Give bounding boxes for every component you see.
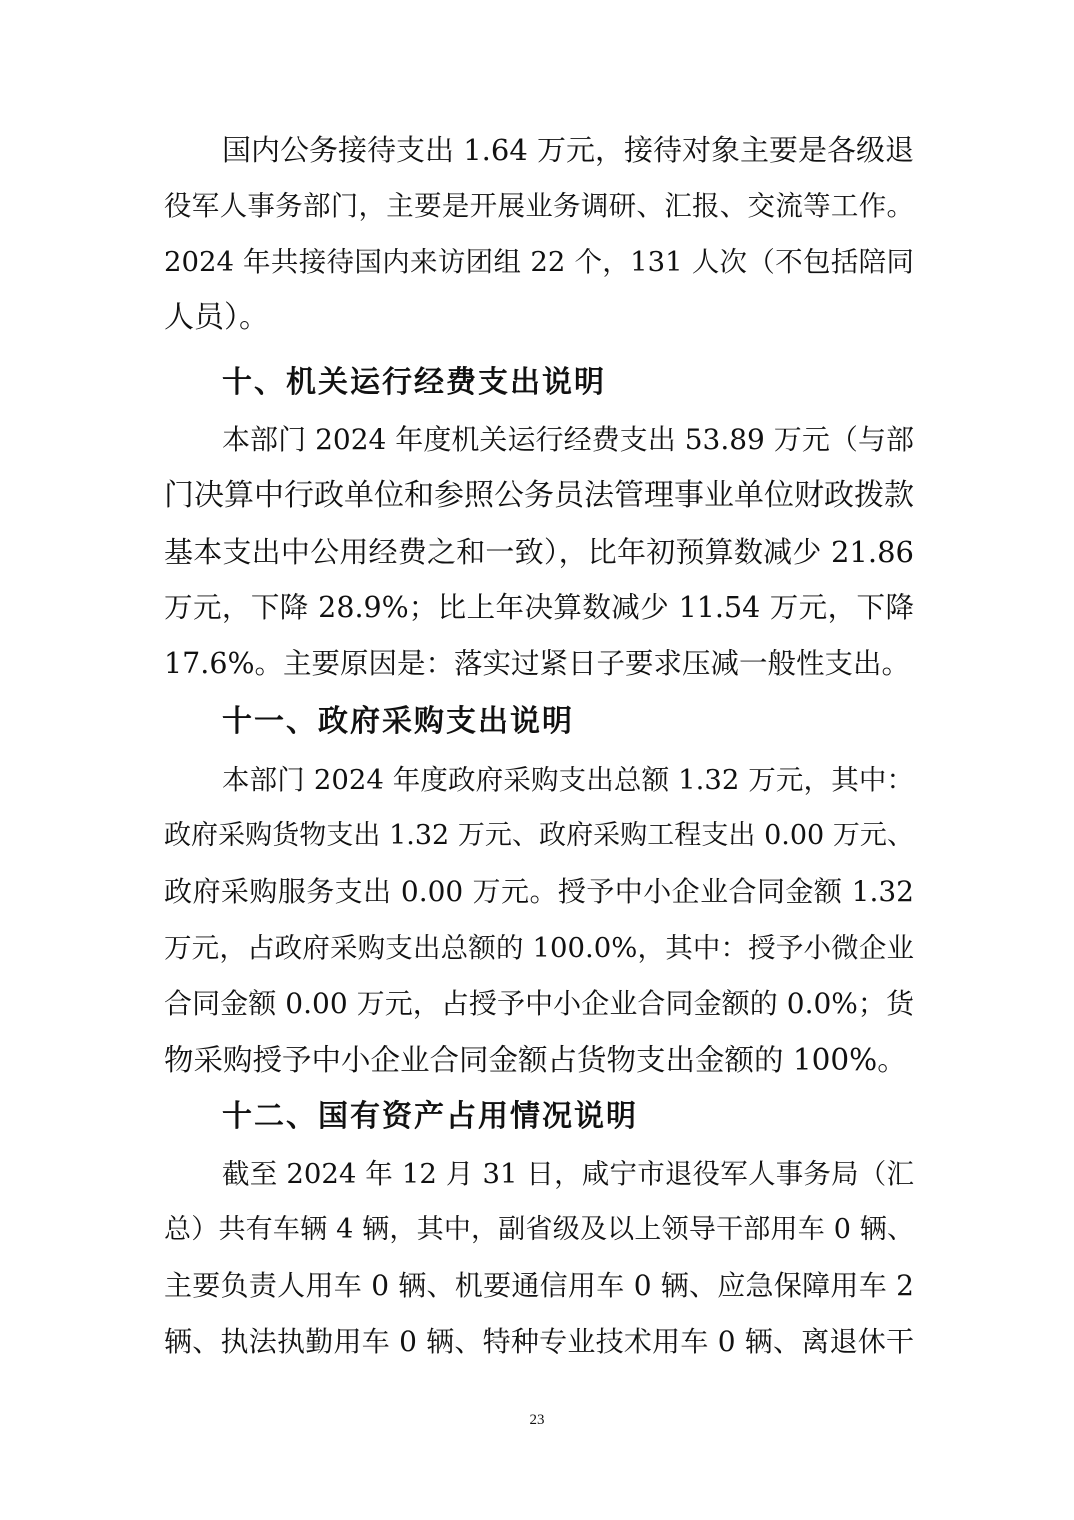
- paragraph-line: 门决算中行政单位和参照公务员法管理事业单位财政拨款: [164, 478, 914, 513]
- paragraph-line: 政府采购货物支出 1.32 万元、政府采购工程支出 0.00 万元、: [164, 820, 914, 851]
- paragraph-line: 役军人事务部门，主要是开展业务调研、汇报、交流等工作。: [164, 190, 914, 222]
- paragraph-line: 总）共有车辆 4 辆，其中，副省级及以上领导干部用车 0 辆、: [164, 1214, 914, 1245]
- paragraph-line: 本部门 2024 年度政府采购支出总额 1.32 万元，其中：: [222, 764, 914, 796]
- section-heading: 十二、国有资产占用情况说明: [222, 1099, 638, 1134]
- section-heading: 十一、政府采购支出说明: [222, 704, 574, 739]
- paragraph-line: 本部门 2024 年度机关运行经费支出 53.89 万元（与部: [222, 423, 914, 456]
- paragraph-line: 基本支出中公用经费之和一致），比年初预算数减少 21.86: [164, 535, 914, 569]
- paragraph-line: 合同金额 0.00 万元，占授予中小企业合同金额的 0.0%；货: [164, 987, 914, 1020]
- paragraph-line: 物采购授予中小企业合同金额占货物支出金额的 100%。: [164, 1043, 907, 1077]
- paragraph-line: 2024 年共接待国内来访团组 22 个，131 人次（不包括陪同: [164, 246, 914, 278]
- paragraph-line: 政府采购服务支出 0.00 万元。授予中小企业合同金额 1.32: [164, 875, 914, 908]
- paragraph-line: 主要负责人用车 0 辆、机要通信用车 0 辆、应急保障用车 2: [164, 1269, 914, 1302]
- paragraph-line: 辆、执法执勤用车 0 辆、特种专业技术用车 0 辆、离退休干: [164, 1325, 914, 1358]
- section-heading: 十、机关运行经费支出说明: [222, 365, 606, 400]
- paragraph-line: 17.6%。主要原因是：落实过紧日子要求压减一般性支出。: [164, 647, 911, 680]
- page-number: 23: [529, 1412, 545, 1428]
- paragraph-line: 人员）。: [164, 300, 269, 335]
- paragraph-line: 万元，下降 28.9%；比上年决算数减少 11.54 万元，下降: [164, 591, 914, 624]
- paragraph-line: 截至 2024 年 12 月 31 日，咸宁市退役军人事务局（汇: [222, 1158, 914, 1190]
- paragraph-line: 万元，占政府采购支出总额的 100.0%，其中：授予小微企业: [164, 932, 914, 964]
- paragraph-line: 国内公务接待支出 1.64 万元，接待对象主要是各级退: [222, 133, 915, 167]
